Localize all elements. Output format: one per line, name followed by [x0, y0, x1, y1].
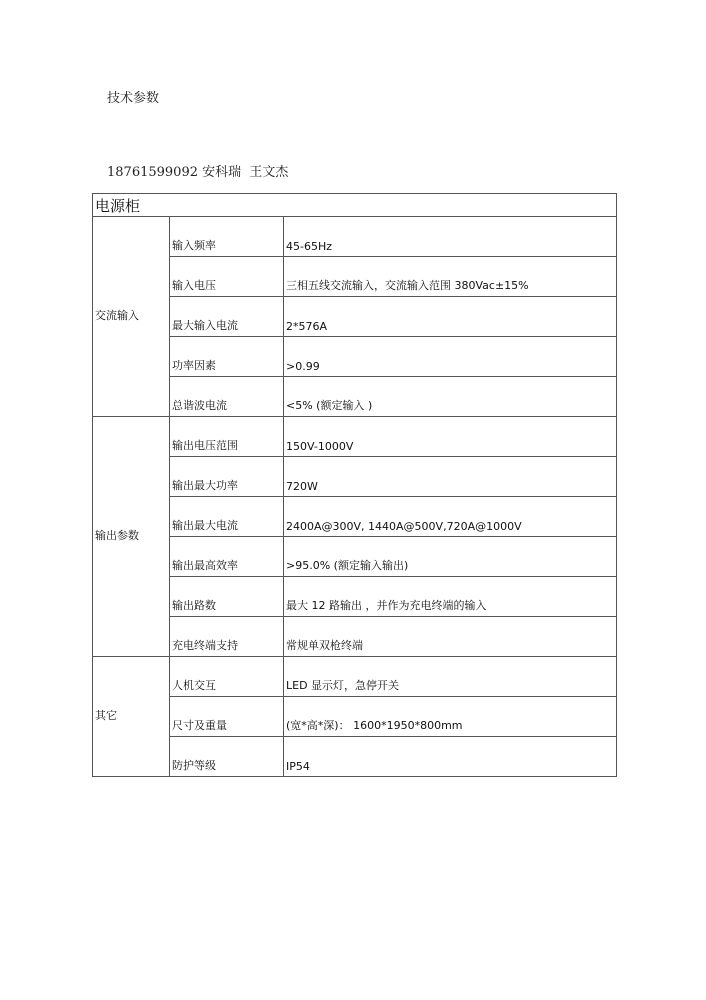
param-name: 输出电压范围 — [170, 417, 284, 457]
param-value: 720W — [284, 457, 617, 497]
spec-table — [92, 193, 617, 777]
param-value: 最大 12 路输出 ，并作为充电终端的输入 — [284, 577, 617, 617]
param-name: 人机交互 — [170, 657, 284, 697]
table-row — [93, 697, 617, 737]
param-name: 防护等级 — [170, 737, 284, 777]
table-row — [93, 217, 617, 257]
param-name: 输出路数 — [170, 577, 284, 617]
param-name: 输出最大电流 — [170, 497, 284, 537]
param-value: >0.99 — [284, 337, 617, 377]
table-row — [93, 417, 617, 457]
param-value: 2400A@300V, 1440A@500V,720A@1000V — [284, 497, 617, 537]
table-title-row — [93, 194, 617, 217]
group-label-ac-input: 交流输入 — [93, 217, 170, 417]
table-row — [93, 617, 617, 657]
table-row — [93, 297, 617, 337]
param-value: >95.0% (额定输入输出) — [284, 537, 617, 577]
table-row — [93, 337, 617, 377]
param-name: 功率因素 — [170, 337, 284, 377]
table-row — [93, 457, 617, 497]
table-row — [93, 257, 617, 297]
table-title: 电源柜 — [93, 194, 617, 217]
param-value: 常规单双枪终端 — [284, 617, 617, 657]
param-value: 45-65Hz — [284, 217, 617, 257]
param-name: 充电终端支持 — [170, 617, 284, 657]
param-value: LED 显示灯，急停开关 — [284, 657, 617, 697]
table-row — [93, 577, 617, 617]
group-label-output: 输出参数 — [93, 417, 170, 657]
table-row — [93, 657, 617, 697]
group-label-other: 其它 — [93, 657, 170, 777]
param-name: 尺寸及重量 — [170, 697, 284, 737]
param-name: 最大输入电流 — [170, 297, 284, 337]
param-value: 2*576A — [284, 297, 617, 337]
table-row — [93, 537, 617, 577]
contact-line: 18761599092 安科瑞 王文杰 — [107, 165, 289, 180]
table-row — [93, 737, 617, 777]
table-row — [93, 497, 617, 537]
param-value: (宽*高*深)： 1600*1950*800mm — [284, 697, 617, 737]
param-value: 150V-1000V — [284, 417, 617, 457]
param-name: 输入电压 — [170, 257, 284, 297]
section-heading: 技术参数 — [107, 91, 160, 106]
param-value: IP54 — [284, 737, 617, 777]
param-name: 总谐波电流 — [170, 377, 284, 417]
table-row — [93, 377, 617, 417]
param-name: 输入频率 — [170, 217, 284, 257]
param-name: 输出最大功率 — [170, 457, 284, 497]
param-value: 三相五线交流输入，交流输入范围 380Vac±15% — [284, 257, 617, 297]
param-name: 输出最高效率 — [170, 537, 284, 577]
param-value: <5% (额定输入 ) — [284, 377, 617, 417]
